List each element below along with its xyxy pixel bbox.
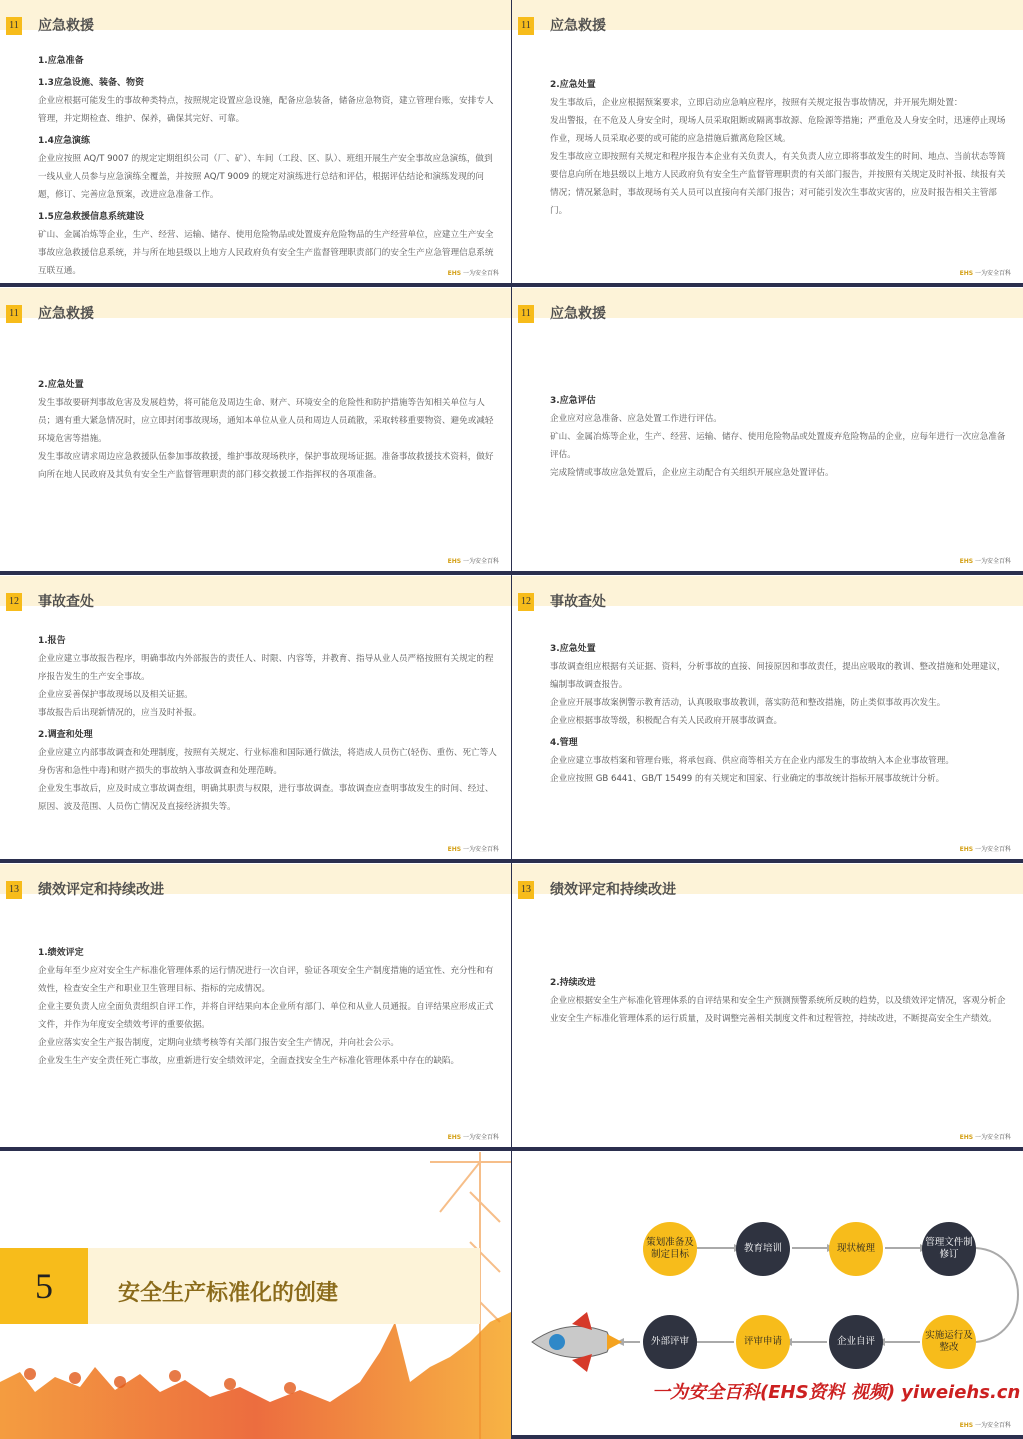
- slide: [512, 0, 1023, 287]
- slide-body: [550, 974, 1013, 1028]
- paragraph: 企业应建立事故档案和管理台账，将承包商、供应商等相关方在企业内部发生的事故纳入本企业事故管理。: [550, 756, 954, 766]
- slide-footer: EHS 一为安全百科: [959, 846, 1011, 853]
- slide-body: [550, 76, 1013, 220]
- chapter-number-badge: 13: [6, 881, 22, 899]
- section-heading: 1.应急准备: [38, 56, 84, 66]
- section-heading: 3.应急评估: [550, 396, 596, 406]
- paragraph: 发生事故后，企业应根据预案要求，立即启动应急响应程序，按照有关规定报告事故情况，并开展先期处置：: [550, 98, 963, 108]
- chapter-number-badge: 11: [518, 305, 534, 323]
- paragraph: 企业应落实安全生产报告制度，定期向业绩考核等有关部门报告安全生产情况，并向社会公示。: [38, 1038, 399, 1048]
- slide-title: 应急救援: [550, 18, 606, 34]
- section-slide: [0, 1152, 511, 1439]
- slide-title: 事故查处: [38, 594, 94, 610]
- slide: [512, 864, 1023, 1151]
- flow-step-node: 外部评审: [643, 1315, 697, 1369]
- section-heading: 2.持续改进: [550, 978, 596, 988]
- chapter-number-badge: 11: [6, 17, 22, 35]
- section-heading: 2.应急处置: [38, 380, 84, 390]
- section-heading: 1.5应急救援信息系统建设: [38, 212, 144, 222]
- slide-body: [38, 632, 501, 816]
- slide-title: 绩效评定和持续改进: [550, 882, 676, 898]
- paragraph: 发生事故应立即按照有关规定和程序报告本企业有关负责人，有关负责人应立即将事故发生的时间、地点、当前状态等简要信息向所在地县级以上地方人民政府负有安全生产监督管理职责的有关部门报告，并按照有关规定及时补报、续报有关情况；情况紧急时，事故现场有关人员可以直接向有关部门报告；对可能引发次生事故灾害的，应及时报告相关主管部门。: [550, 152, 1006, 216]
- slide-bottom-bar: [0, 1147, 511, 1151]
- slide-bottom-bar: [512, 1147, 1023, 1151]
- slide: [512, 576, 1023, 863]
- section-heading: 2.应急处置: [550, 80, 596, 90]
- slide-body: [38, 52, 501, 280]
- paragraph: 发出警报，在不危及人身安全时，现场人员采取阻断或隔离事故源、危险源等措施；严重危及人身安全时，迅速停止现场作业，现场人员采取必要的或可能的应急措施后撤离危险区域。: [550, 116, 1006, 144]
- slide-footer: EHS 一为安全百科: [447, 270, 499, 277]
- slide-footer: EHS 一为安全百科: [959, 1422, 1011, 1429]
- slide-body: [550, 392, 1013, 482]
- chapter-number-badge: 11: [518, 17, 534, 35]
- paragraph: 事故调查组应根据有关证据、资料，分析事故的直接、间接原因和事故责任，提出应吸取的教训、整改措施和处理建议，编制事故调查报告。: [550, 662, 1006, 690]
- slide-title: 应急救援: [38, 306, 94, 322]
- paragraph: 企业应建立事故报告程序，明确事故内外部报告的责任人、时限、内容等，并教育、指导从业人员严格按照有关规定的程序报告发生的生产安全事故。: [38, 654, 494, 682]
- paragraph: 发生事故要研判事故危害及发展趋势，将可能危及周边生命、财产、环境安全的危险性和防护措施等告知相关单位与人员；遇有重大紧急情况时，应立即封闭事故现场，通知本单位从业人员和周边人员疏散，采取转移重要物资、避免或减轻环境危害等措施。: [38, 398, 494, 444]
- slide: [512, 288, 1023, 575]
- section-heading: 1.报告: [38, 636, 66, 646]
- paragraph: 完成险情或事故应急处置后，企业应主动配合有关组织开展应急处置评估。: [550, 468, 834, 478]
- slide: [0, 576, 511, 863]
- paragraph: 企业应根据可能发生的事故种类特点，按照规定设置应急设施，配备应急装备，储备应急物资，建立管理台账，安排专人管理，并定期检查、维护、保养，确保其完好、可靠。: [38, 96, 494, 124]
- paragraph: 企业每年至少应对安全生产标准化管理体系的运行情况进行一次自评，验证各项安全生产制度措施的适宜性、充分性和有效性，检查安全生产和职业卫生管理目标、指标的完成情况。: [38, 966, 494, 994]
- slide-body: [550, 640, 1013, 788]
- slide-bottom-bar: [512, 283, 1023, 287]
- flow-step-node: 管理文件制修订: [922, 1222, 976, 1276]
- paragraph: 企业主要负责人应全面负责组织自评工作，并将自评结果向本企业所有部门、单位和从业人员通报。自评结果应形成正式文件，并作为年度安全绩效考评的重要依据。: [38, 1002, 494, 1030]
- slide-title: 绩效评定和持续改进: [38, 882, 164, 898]
- chapter-number-badge: 13: [518, 881, 534, 899]
- flow-step-node: 评审申请: [736, 1315, 790, 1369]
- slide-title: 应急救援: [550, 306, 606, 322]
- slide-footer: EHS 一为安全百科: [959, 558, 1011, 565]
- slide: [0, 0, 511, 287]
- paragraph: 企业应建立内部事故调查和处理制度，按照有关规定、行业标准和国际通行做法，将造成人员伤亡(轻伤、重伤、死亡等人身伤害和急性中毒)和财产损失的事故纳入事故调查和处理范畴。: [38, 748, 497, 776]
- paragraph: 矿山、金属冶炼等企业，生产、经营、运输、储存、使用危险物品或处置废弃危险物品的生产经营单位，应建立生产安全事故应急救援信息系统，并与所在地县级以上地方人民政府负有安全生产监督管理职责部门的安全生产应急管理信息系统互联互通。: [38, 230, 494, 276]
- slide-body: [38, 376, 501, 484]
- chapter-number-badge: 12: [6, 593, 22, 611]
- section-heading: 3.应急处置: [550, 644, 596, 654]
- slide-footer: EHS 一为安全百科: [959, 270, 1011, 277]
- rocket-icon: [532, 1312, 622, 1372]
- slide-title: 应急救援: [38, 18, 94, 34]
- flow-step-node: 策划准备及制定目标: [643, 1222, 697, 1276]
- flow-step-node: 教育培训: [736, 1222, 790, 1276]
- slide-bottom-bar: [0, 283, 511, 287]
- slide-footer: EHS 一为安全百科: [447, 1134, 499, 1141]
- flow-step-node: 企业自评: [829, 1315, 883, 1369]
- slide-footer: EHS 一为安全百科: [447, 846, 499, 853]
- paragraph: 事故报告后出现新情况的，应当及时补报。: [38, 708, 202, 718]
- slide: [0, 864, 511, 1151]
- section-heading: 4.管理: [550, 738, 578, 748]
- paragraph: 企业应妥善保护事故现场以及相关证据。: [38, 690, 193, 700]
- slide-bottom-bar: [512, 859, 1023, 863]
- slide-footer: EHS 一为安全百科: [959, 1134, 1011, 1141]
- slide: [0, 288, 511, 575]
- section-heading: 1.4应急演练: [38, 136, 90, 146]
- slide-footer: EHS 一为安全百科: [447, 558, 499, 565]
- paragraph: 企业发生生产安全责任死亡事故，应重新进行安全绩效评定，全面查找安全生产标准化管理体系中存在的缺陷。: [38, 1056, 460, 1066]
- paragraph: 企业应根据安全生产标准化管理体系的自评结果和安全生产预测预警系统所反映的趋势，以及绩效评定情况，客观分析企业安全生产标准化管理体系的运行质量，及时调整完善相关制度文件和过程管控，持续改进，不断提高安全生产绩效。: [550, 996, 1006, 1024]
- slide-bottom-bar: [512, 1435, 1023, 1439]
- flow-step-node: 现状梳理: [829, 1222, 883, 1276]
- slide-body: [38, 944, 501, 1070]
- slide-bottom-bar: [0, 571, 511, 575]
- brand-watermark: 一为安全百科(EHS资料 视频) yiweiehs.cn: [652, 1382, 1021, 1403]
- flow-step-node: 实施运行及整改: [922, 1315, 976, 1369]
- paragraph: 企业应按照 AQ/T 9007 的规定定期组织公司（厂、矿）、车间（工段、区、队）、班组开展生产安全事故应急演练，做到一线从业人员参与应急演练全覆盖，并按照 AQ/T 9009 的规定对演练进行总结和评估，根据评估结论和演练发现的问题，修订、完善应急预案，改进应急准备工作。: [38, 154, 493, 200]
- paragraph: 企业应按照 GB 6441、GB/T 15499 的有关规定和国家、行业确定的事故统计指标开展事故统计分析。: [550, 774, 945, 784]
- section-number: 5: [0, 1248, 88, 1324]
- slide-bottom-bar: [0, 859, 511, 863]
- paragraph: 企业应根据事故等级，积极配合有关人民政府开展事故调查。: [550, 716, 783, 726]
- paragraph: 企业应对应急准备、应急处置工作进行评估。: [550, 414, 722, 424]
- section-heading: 2.调查和处理: [38, 730, 93, 740]
- section-heading: 1.绩效评定: [38, 948, 84, 958]
- chapter-number-badge: 12: [518, 593, 534, 611]
- paragraph: 发生事故应请求周边应急救援队伍参加事故救援，维护事故现场秩序，保护事故现场证据。准备事故救援技术资料，做好向所在地人民政府及其负有安全生产监督管理职责的部门移交救援工作指挥权的各项准备。: [38, 452, 494, 480]
- section-heading: 1.3应急设施、装备、物资: [38, 78, 144, 88]
- chapter-number-badge: 11: [6, 305, 22, 323]
- slide-bottom-bar: [512, 571, 1023, 575]
- slide-title: 事故查处: [550, 594, 606, 610]
- process-flow-slide: [512, 1152, 1023, 1439]
- section-title: 安全生产标准化的创建: [118, 1281, 339, 1306]
- paragraph: 企业应开展事故案例警示教育活动，认真吸取事故教训，落实防范和整改措施，防止类似事故再次发生。: [550, 698, 946, 708]
- paragraph: 矿山、金属冶炼等企业，生产、经营、运输、储存、使用危险物品或处置废弃危险物品的企业，应每年进行一次应急准备评估。: [550, 432, 1006, 460]
- paragraph: 企业发生事故后，应及时成立事故调查组，明确其职责与权限，进行事故调查。事故调查应查明事故发生的时间、经过、原因、波及范围、人员伤亡情况及直接经济损失等。: [38, 784, 494, 812]
